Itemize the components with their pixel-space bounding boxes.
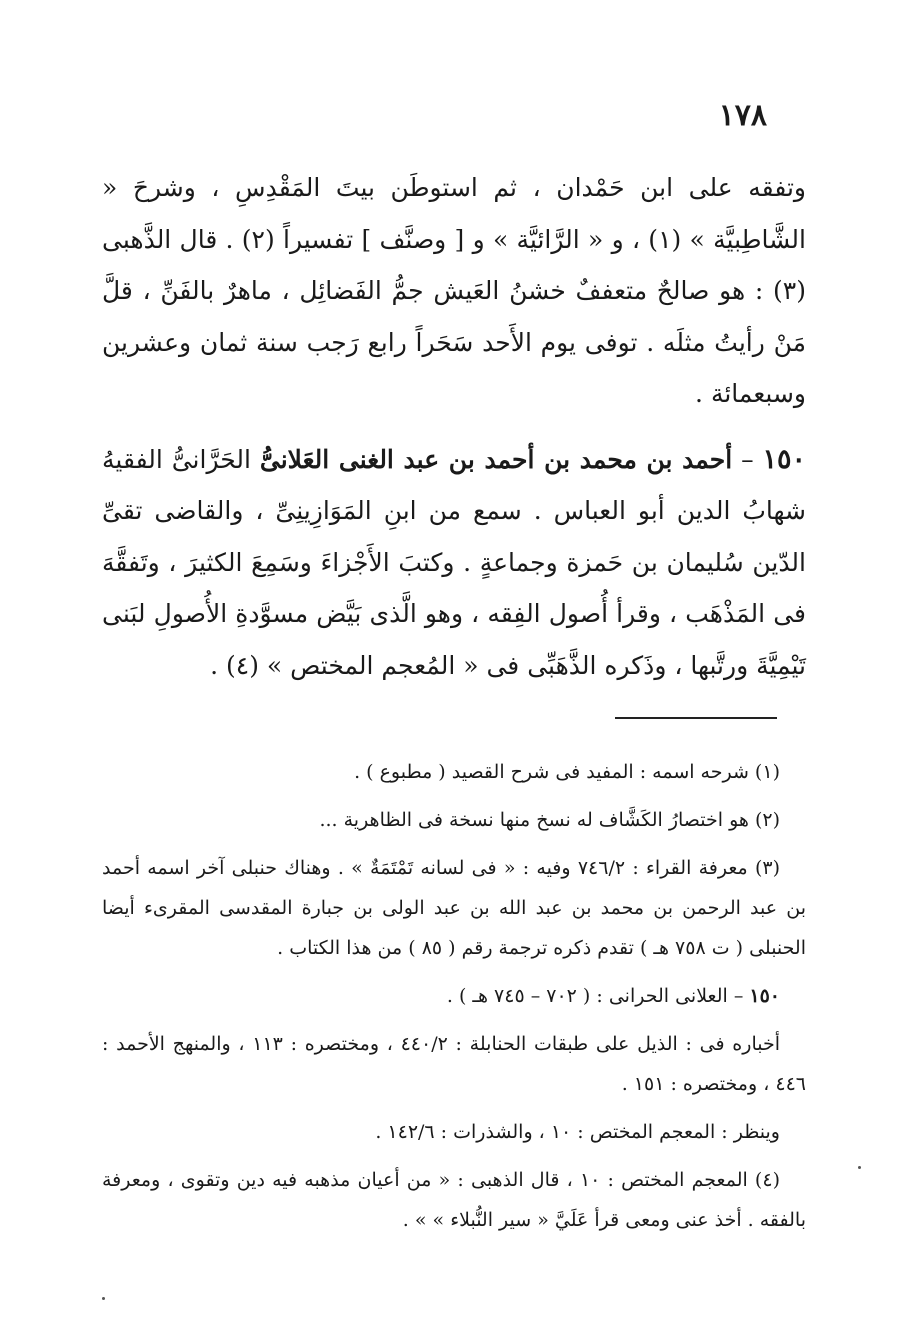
scan-speck <box>102 1297 105 1300</box>
biography-entry <box>102 434 806 692</box>
footnote-entry-number: ١٥٠ <box>749 985 780 1007</box>
footnote-2: (٢) هو اختصارُ الكَشَّاف له نسخ منها نسخة فى الظاهرية ... <box>319 809 780 831</box>
entry-number: ١٥٠ <box>762 443 807 475</box>
entry-name: أحمد بن محمد بن أحمد بن عبد الغنى العَلانىُّ <box>259 444 733 474</box>
footnote-entry-title: – العلانى الحرانى : ( ٧٠٢ – ٧٤٥ هـ ) . <box>446 985 744 1007</box>
footnote-entry-heading <box>102 976 806 1016</box>
entry-text: الحَرَّانىُّ الفقيهُ شهابُ الدين أبو العباس . سمع من ابنِ المَوَازِينِىِّ ، والقاضى تقىِّ الدّين سُليمان بن حَمزة وجماعةٍ . وكتبَ الأَجْزاءَ وسَمِعَ الكثيرَ ، وتَفقَّهَ فى المَذْهَب ، وقرأ أُصول الفِقه ، وهو الَّذى بَيَّض مسوَّدةِ الأُصولِ لبَنى تَيْمِيَّةَ ورتَّبها ، وذَكره الذَّهَبِّى فى « المُعجم المختص » (٤) . <box>102 444 806 680</box>
footnote-1: (١) شرحه اسمه : المفيد فى شرح القصيد ( مطبوع ) . <box>354 761 780 783</box>
footnote-sources: أخباره فى : الذيل على طبقات الحنابلة : ٤٤٠/٢ ، ومختصره : ١١٣ ، والمنهج الأحمد : ٤٤٦ ، ومختصره : ١٥١ . <box>102 1033 806 1095</box>
footnote-see-also: وينظر : المعجم المختص : ١٠ ، والشذرات : ١٤٢/٦ . <box>375 1121 780 1143</box>
footnotes <box>102 752 806 1248</box>
scan-speck <box>858 1166 861 1169</box>
page-number: ١٧٨ <box>718 98 767 133</box>
footnote-divider <box>615 717 777 719</box>
footnote-4: (٤) المعجم المختص : ١٠ ، قال الذهبى : « من أعيان مذهبه فيه دين وتقوى ، ومعرفة بالفقه . أخذ عنى ومعى قرأ عَلَيَّ « سير النُّبلاء » » . <box>102 1169 806 1231</box>
footnote-3: (٣) معرفة القراء : ٧٤٦/٢ وفيه : « فى لسانه تَمْتَمَةٌ » . وهناك حنبلى آخر اسمه أحمد بن عبد الرحمن بن محمد بن عبد الله بن عبد الولى بن جبارة المقدسى المقرىء أيضا الحنبلى ( ت ٧٥٨ هـ ) تقدم ذكره ترجمة رقم ( ٨٥ ) من هذا الكتاب . <box>102 857 806 959</box>
paragraph-continuation: وتفقه على ابن حَمْدان ، ثم استوطَن بيتَ المَقْدِسِ ، وشرحَ « الشَّاطِبيَّة » (١) ، و « الرَّائيَّة » و [ وصنَّف ] تفسيراً (٢) . قال الذَّهبى (٣) : هو صالحٌ متعففٌ خشنُ العَيش جمُّ الفَضائِل ، ماهرٌ بالفَنِّ ، قلَّ مَنْ رأيتُ مثلَه . توفى يوم الأَحد سَحَراً رابع رَجب سنة ثمان وعشرين وسبعمائة . <box>102 173 806 408</box>
main-text <box>102 162 806 691</box>
entry-dash: – <box>741 444 754 474</box>
